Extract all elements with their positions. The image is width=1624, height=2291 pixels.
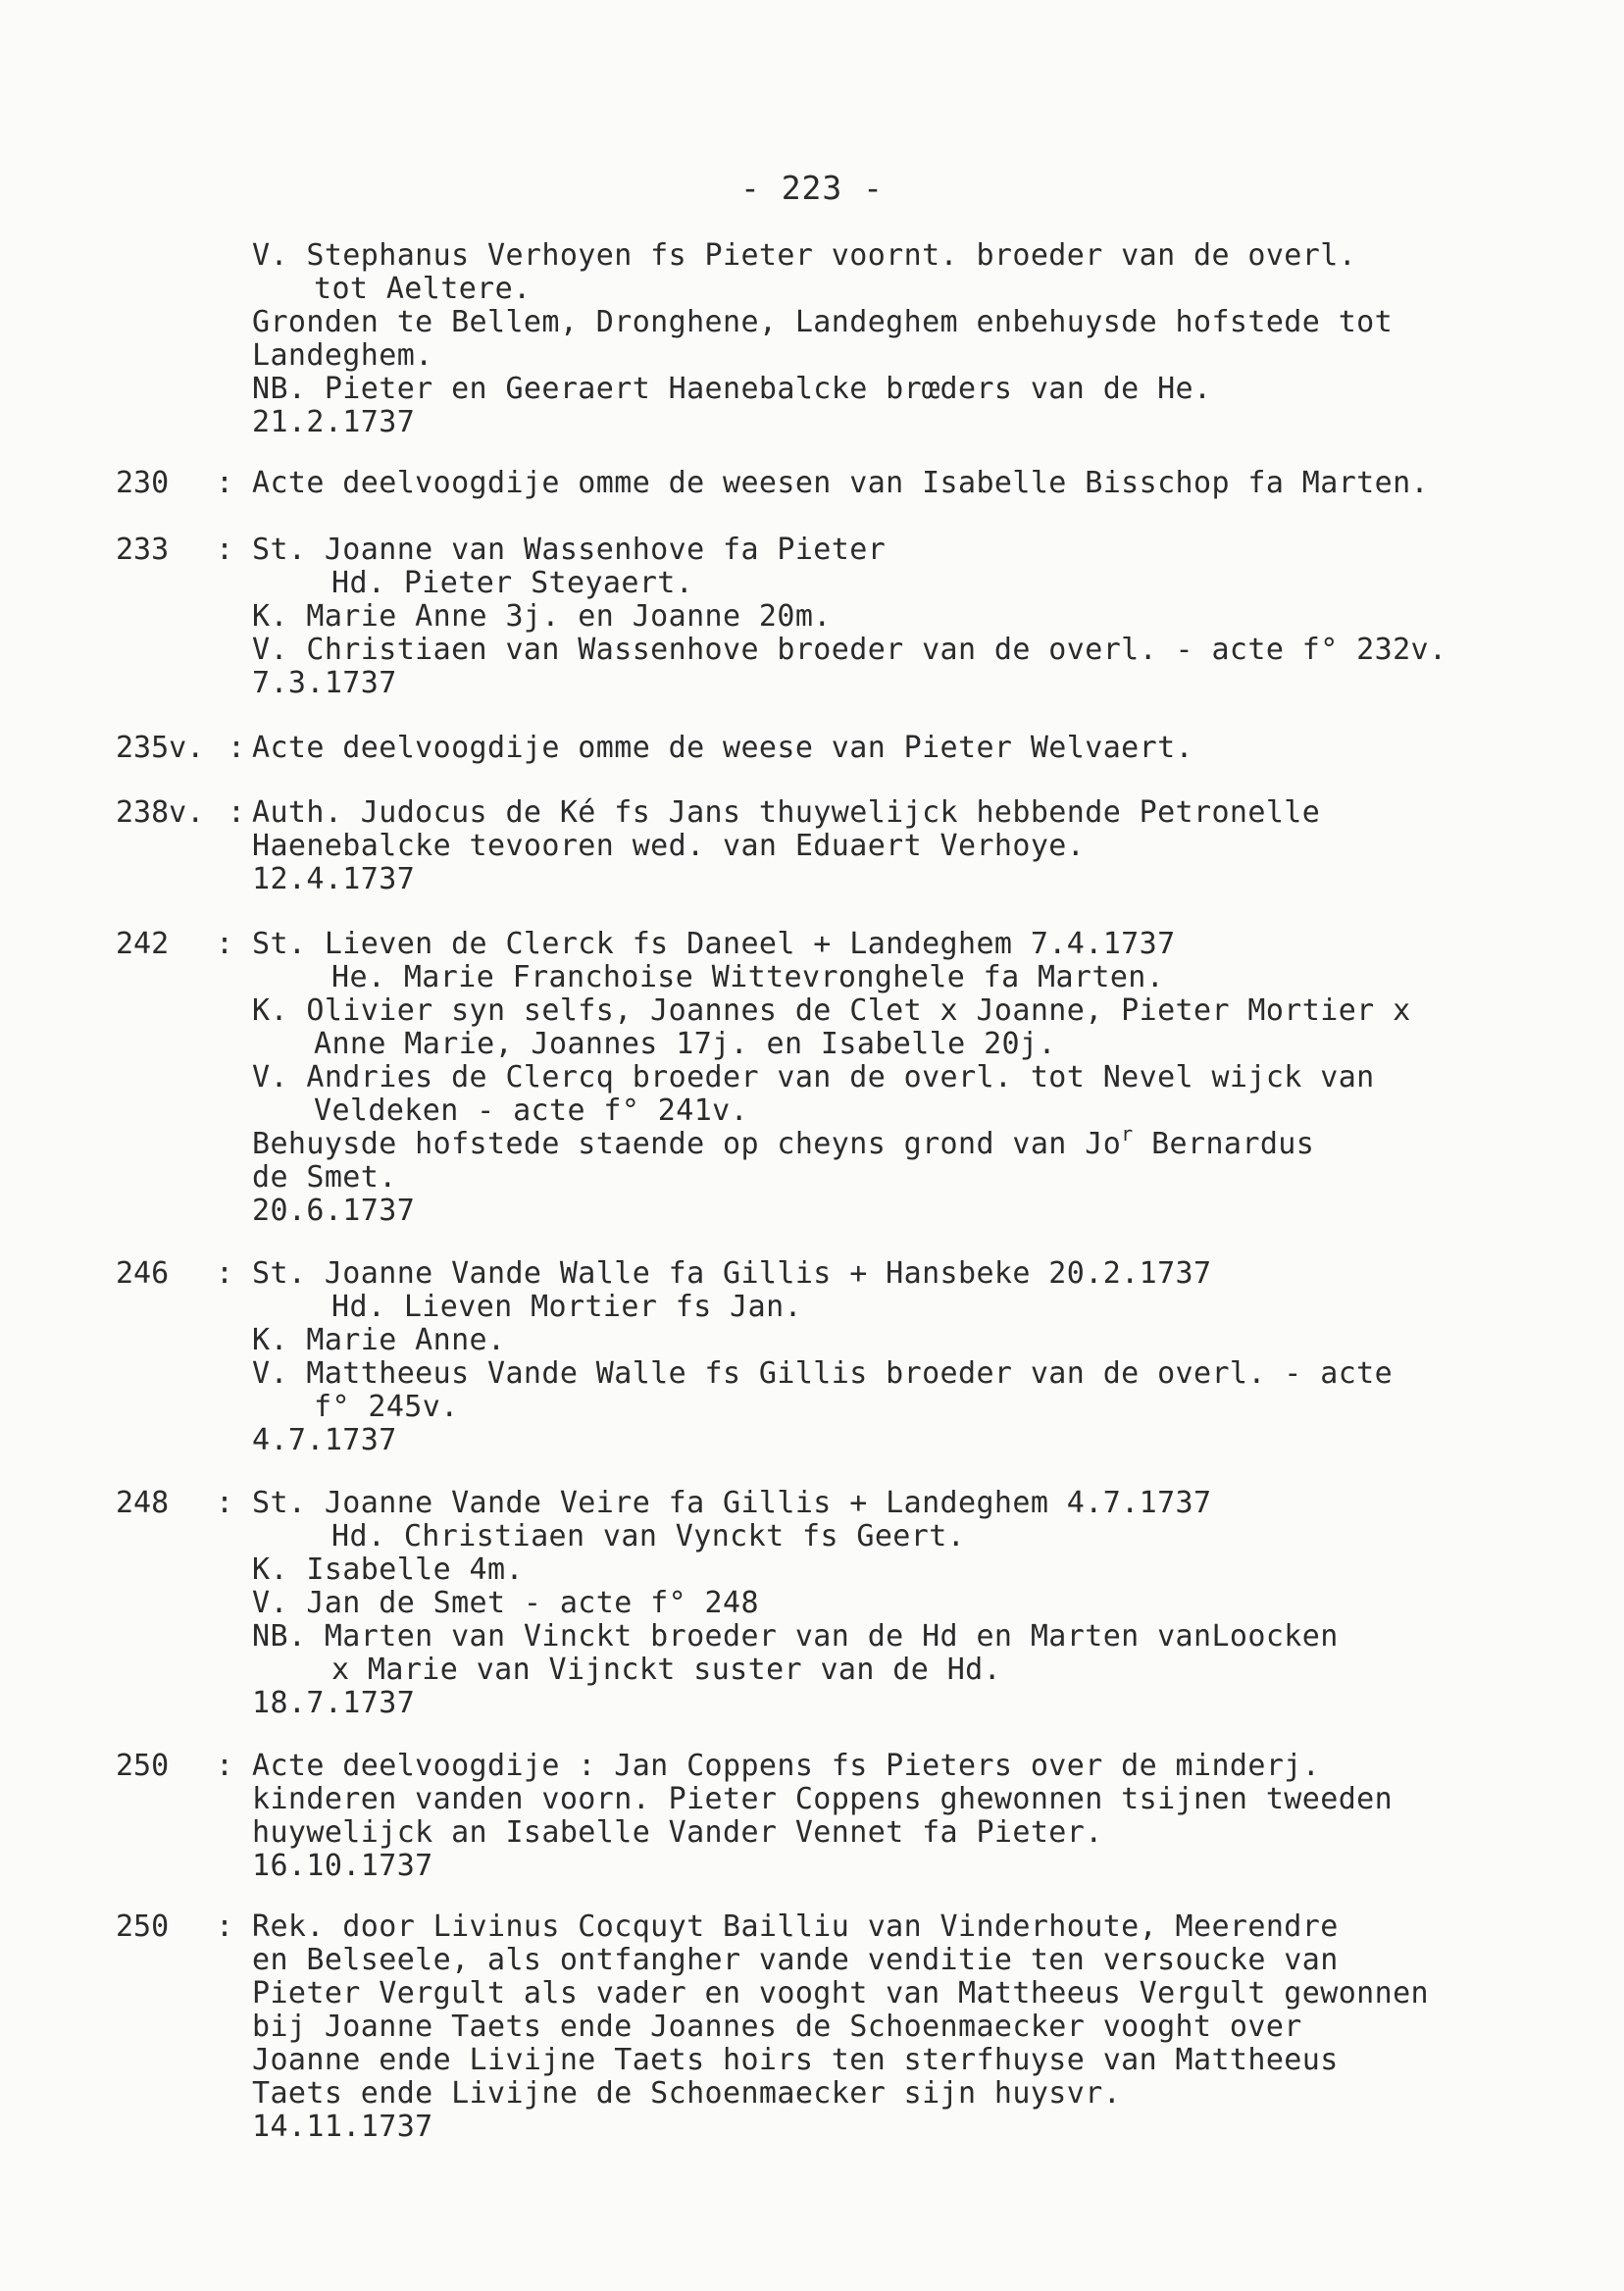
entry-line: Anne Marie, Joannes 17j. en Isabelle 20j.: [314, 1027, 1056, 1061]
entry-line: 4.7.1737: [252, 1423, 397, 1457]
entry-line-text: Behuysde hofstede staende op cheyns grond van Jo: [252, 1127, 1122, 1161]
intro-line: Gronden te Bellem, Dronghene, Landeghem enbehuysde hofstede tot: [252, 305, 1394, 339]
folio-number: 235v.: [116, 731, 205, 765]
intro-line: Landeghem.: [252, 338, 433, 373]
entry-line: Taets ende Livijne de Schoenmaecker sijn huysvr.: [252, 2076, 1122, 2111]
entry-line: St. Lieven de Clerck fs Daneel + Landeghem 7.4.1737: [252, 927, 1176, 961]
entry-line: Hd. Lieven Mortier fs Jan.: [331, 1290, 802, 1324]
entry-line: St. Joanne van Wassenhove fa Pieter: [252, 533, 887, 567]
separator: :: [216, 466, 234, 500]
entry-line: Acte deelvoogdije : Jan Coppens fs Pieters over de minderj.: [252, 1749, 1321, 1783]
separator: :: [228, 795, 246, 830]
entry-line: K. Isabelle 4m.: [252, 1553, 524, 1587]
entry-line: K. Olivier syn selfs, Joannes de Clet x Joanne, Pieter Mortier x: [252, 993, 1411, 1028]
entry-line: 12.4.1737: [252, 862, 416, 896]
folio-number: 233: [116, 533, 170, 567]
page-number: - 223 -: [739, 169, 885, 207]
entry-line: V. Christiaen van Wassenhove broeder van de overl. - acte f° 232v.: [252, 633, 1447, 667]
entry-line: 14.11.1737: [252, 2110, 433, 2144]
intro-line: tot Aeltere.: [314, 272, 532, 306]
intro-line: 21.2.1737: [252, 405, 416, 439]
folio-number: 230: [116, 466, 170, 500]
folio-number: 238v.: [116, 795, 205, 830]
entry-line: f° 245v.: [314, 1390, 459, 1424]
separator: :: [216, 533, 234, 567]
entry-line: NB. Marten van Vinckt broeder van de Hd en Marten vanLoocken: [252, 1619, 1339, 1654]
entry-line: huywelijck an Isabelle Vander Vennet fa Pieter.: [252, 1815, 1103, 1850]
entry-line: Acte deelvoogdije omme de weesen van Isabelle Bisschop fa Marten.: [252, 466, 1429, 500]
superscript: r: [1121, 1122, 1134, 1146]
entry-line: kinderen vanden voorn. Pieter Coppens ghewonnen tsijnen tweeden: [252, 1782, 1394, 1816]
entry-line: 20.6.1737: [252, 1194, 416, 1228]
entry-line: [252, 1122, 1315, 1161]
folio-number: 250: [116, 1909, 170, 1944]
entry-line: de Smet.: [252, 1160, 397, 1195]
separator: :: [228, 731, 246, 765]
entry-line: 7.3.1737: [252, 666, 397, 700]
entry-line: Haenebalcke tevooren wed. van Eduaert Verhoye.: [252, 829, 1086, 863]
entry-line: Acte deelvoogdije omme de weese van Pieter Welvaert.: [252, 731, 1193, 765]
separator: :: [216, 1749, 234, 1783]
entry-line: Rek. door Livinus Cocquyt Bailliu van Vinderhoute, Meerendre: [252, 1909, 1339, 1944]
entry-line: Joanne ende Livijne Taets hoirs ten sterfhuyse van Mattheeus: [252, 2043, 1339, 2077]
entry-line: V. Jan de Smet - acte f° 248: [252, 1586, 759, 1620]
folio-number: 248: [116, 1486, 170, 1520]
entry-line-text: Bernardus: [1133, 1127, 1315, 1161]
entry-line: Hd. Christiaen van Vynckt fs Geert.: [331, 1519, 966, 1553]
entry-line: 18.7.1737: [252, 1686, 416, 1720]
entry-line: K. Marie Anne.: [252, 1323, 506, 1357]
entry-line: V. Mattheeus Vande Walle fs Gillis broeder van de overl. - acte: [252, 1356, 1394, 1391]
entry-line: Veldeken - acte f° 241v.: [314, 1094, 749, 1128]
separator: :: [216, 1486, 234, 1520]
separator: :: [216, 1909, 234, 1944]
entry-line: 16.10.1737: [252, 1849, 433, 1883]
folio-number: 242: [116, 927, 170, 961]
entry-line: V. Andries de Clercq broeder van de overl. tot Nevel wijck van: [252, 1060, 1375, 1095]
entry-line: Hd. Pieter Steyaert.: [331, 566, 694, 600]
separator: :: [216, 927, 234, 961]
folio-number: 246: [116, 1256, 170, 1291]
entry-line: bij Joanne Taets ende Joannes de Schoenmaecker vooght over: [252, 2010, 1302, 2044]
entry-line: Auth. Judocus de Ké fs Jans thuywelijck hebbende Petronelle: [252, 795, 1321, 830]
entry-line: en Belseele, als ontfangher vande venditie ten versoucke van: [252, 1943, 1339, 1977]
separator: :: [216, 1256, 234, 1291]
entry-line: Pieter Vergult als vader en vooght van Mattheeus Vergult gewonnen: [252, 1976, 1429, 2011]
entry-line: St. Joanne Vande Walle fa Gillis + Hansbeke 20.2.1737: [252, 1256, 1212, 1291]
entry-line: He. Marie Franchoise Wittevronghele fa Marten.: [331, 960, 1165, 994]
entry-line: St. Joanne Vande Veire fa Gillis + Landeghem 4.7.1737: [252, 1486, 1212, 1520]
intro-line: V. Stephanus Verhoyen fs Pieter voornt. broeder van de overl.: [252, 238, 1357, 273]
folio-number: 250: [116, 1749, 170, 1783]
entry-line: x Marie van Vijnckt suster van de Hd.: [331, 1653, 1002, 1687]
entry-line: K. Marie Anne 3j. en Joanne 20m.: [252, 599, 832, 634]
intro-line: NB. Pieter en Geeraert Haenebalcke brœders van de He.: [252, 372, 1212, 406]
